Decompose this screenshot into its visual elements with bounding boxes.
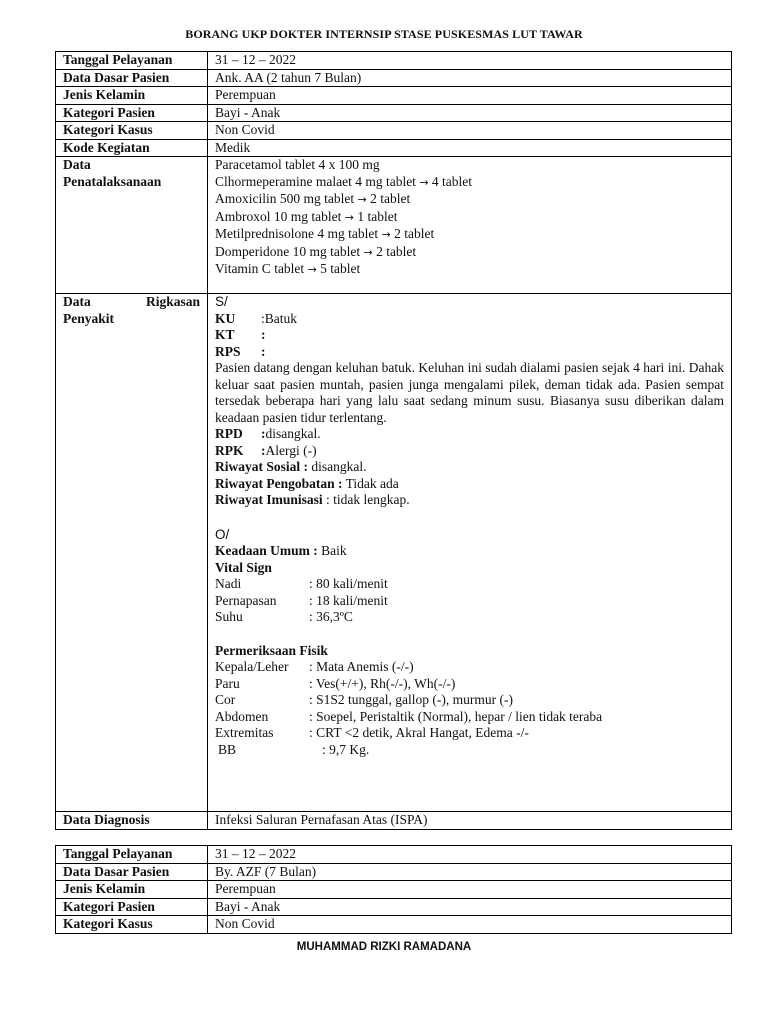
- label-tanggal: Tanggal Pelayanan: [56, 846, 208, 864]
- value-data-dasar: Ank. AA (2 tahun 7 Bulan): [208, 69, 732, 87]
- row-jenis-kelamin: [56, 87, 732, 105]
- label-word: Rigkasan: [145, 294, 200, 309]
- pemeriksaan-value: : Soepel, Peristaltik (Normal), hepar / lien tidak teraba: [309, 708, 603, 724]
- row-diagnosis: [56, 812, 732, 830]
- label-diagnosis: Data Diagnosis: [56, 812, 208, 830]
- riwayat-imunisasi-value: : tidak lengkap.: [322, 492, 410, 507]
- value-jenis-kelamin: Perempuan: [208, 87, 732, 105]
- medication-qty: 1 tablet: [353, 208, 398, 224]
- rpk-sep: :: [261, 442, 266, 458]
- pemeriksaan-value: : Ves(+/+), Rh(-/-), Wh(-/-): [309, 675, 456, 691]
- medication-name: Domperidone 10 mg tablet: [215, 243, 364, 259]
- medication-qty: 2 tablet: [366, 191, 411, 206]
- kt-sep: :: [261, 327, 266, 342]
- value-jenis-kelamin: Perempuan: [208, 881, 732, 899]
- label-jenis-kelamin: Jenis Kelamin: [56, 881, 208, 899]
- arrow-right-icon: →: [357, 193, 367, 206]
- riwayat-sosial-value: disangkal.: [308, 459, 367, 474]
- pemeriksaan-value: : CRT <2 detik, Akral Hangat, Edema -/-: [309, 725, 529, 740]
- medication-qty: 5 tablet: [316, 261, 361, 276]
- row-kategori-kasus: [56, 916, 732, 934]
- vital-sign-row: [215, 576, 724, 593]
- row-kategori-pasien: [56, 898, 732, 916]
- vital-sign-key: Nadi: [215, 576, 242, 591]
- riwayat-sosial-line: [215, 459, 724, 476]
- pemeriksaan-row: [215, 725, 724, 742]
- value-tanggal: 31 – 12 – 2022: [208, 52, 732, 70]
- row-penatalaksanaan: [56, 157, 732, 294]
- row-ringkasan: [56, 294, 732, 812]
- label-data-dasar: Data Dasar Pasien: [56, 863, 208, 881]
- kt-line: [215, 327, 724, 344]
- medication-name: Ambroxol 10 mg tablet: [215, 208, 345, 224]
- document-title: BORANG UKP DOKTER INTERNSIP STASE PUSKESMAS LUT TAWAR: [185, 27, 583, 41]
- spacer: [215, 509, 724, 527]
- vital-sign-row: [215, 593, 724, 610]
- label-penatalaksanaan: [56, 157, 208, 294]
- ku-line: [215, 311, 724, 328]
- row-kategori-kasus: [56, 122, 732, 140]
- pemeriksaan-row: [215, 692, 724, 709]
- pemeriksaan-row: [215, 676, 724, 693]
- value-penatalaksanaan: [208, 157, 732, 294]
- medication-name: Clhormeperamine malaet 4 mg tablet: [215, 173, 420, 189]
- rpk-line: [215, 443, 724, 460]
- value-kode-kegiatan: Medik: [208, 139, 732, 157]
- pemeriksaan-value: : Mata Anemis (-/-): [309, 659, 414, 674]
- row-jenis-kelamin: [56, 881, 732, 899]
- medication-item: [215, 157, 724, 174]
- value-kategori-kasus: Non Covid: [208, 122, 732, 140]
- ku-sep: :: [261, 310, 265, 326]
- arrow-right-icon: →: [419, 175, 429, 189]
- medication-name: Metilprednisolone 4 mg tablet: [215, 226, 382, 241]
- rpd-value: disangkal.: [265, 426, 321, 441]
- vital-sign-row: [215, 609, 724, 626]
- label-penatalaksanaan-line1: Data: [63, 157, 91, 172]
- medication-name: Amoxicilin 500 mg tablet: [215, 191, 358, 206]
- author-footer: MUHAMMAD RIZKI RAMADANA: [296, 941, 472, 953]
- bb-key: BB: [218, 741, 237, 757]
- row-tanggal: [56, 52, 732, 70]
- row-kode-kegiatan: [56, 139, 732, 157]
- bb-row: [215, 742, 724, 759]
- pemeriksaan-key: Paru: [215, 675, 240, 691]
- vital-sign-key: Suhu: [215, 609, 243, 624]
- keadaan-umum-value: Baik: [317, 543, 347, 558]
- medication-qty: 2 tablet: [372, 243, 417, 259]
- rps-key: RPS: [215, 343, 241, 359]
- riwayat-pengobatan-line: [215, 476, 724, 493]
- pemeriksaan-row: [215, 709, 724, 726]
- medication-item: [215, 244, 724, 262]
- value-kategori-pasien: Bayi - Anak: [208, 898, 732, 916]
- spacer: [215, 626, 724, 643]
- ku-key: KU: [215, 310, 236, 326]
- record-table-1: [55, 51, 732, 830]
- row-data-dasar: [56, 863, 732, 881]
- label-tanggal: Tanggal Pelayanan: [56, 52, 208, 70]
- label-ringkasan-line2: Penyakit: [63, 310, 115, 326]
- pemeriksaan-key: Cor: [215, 692, 236, 707]
- medication-name: Paracetamol tablet 4 x 100 mg: [215, 157, 380, 172]
- row-kategori-pasien: [56, 104, 732, 122]
- ku-value: Batuk: [264, 310, 298, 326]
- vital-sign-value: : 18 kali/menit: [309, 592, 388, 608]
- vital-sign-key: Pernapasan: [215, 592, 277, 608]
- keadaan-umum-key: Keadaan Umum :: [215, 543, 318, 558]
- row-data-dasar: [56, 69, 732, 87]
- riwayat-imunisasi-key: Riwayat Imunisasi: [215, 492, 323, 507]
- pemeriksaan-key: Extremitas: [215, 725, 274, 740]
- vital-sign-value: : 36,3ºC: [309, 609, 353, 624]
- value-kategori-pasien: Bayi - Anak: [208, 104, 732, 122]
- medication-item: [215, 174, 724, 192]
- rps-line: [215, 344, 724, 361]
- medication-qty: 2 tablet: [390, 226, 435, 241]
- rps-narrative: Pasien datang dengan keluhan batuk. Keluhan ini sudah dialami pasien sejak 4 hari ini. Dahak keluar saat pasien muntah, pasien junga mengalami pilek, deman tidak ada. Pasien sempat tersedak beberapa hari yang lalu saat sedang minum susu. Biasanya susu diberikan dalam keadaan pasien tidur terlentang.: [215, 360, 724, 425]
- arrow-right-icon: →: [344, 210, 354, 224]
- value-diagnosis: Infeksi Saluran Pernafasan Atas (ISPA): [208, 812, 732, 830]
- subjective-heading: S/: [215, 294, 228, 309]
- riwayat-pengobatan-key: Riwayat Pengobatan :: [215, 475, 343, 491]
- value-tanggal: 31 – 12 – 2022: [208, 846, 732, 864]
- arrow-right-icon: →: [381, 228, 391, 241]
- label-penatalaksanaan-line2: Penatalaksanaan: [63, 173, 162, 189]
- arrow-right-icon: →: [307, 263, 317, 276]
- row-tanggal: [56, 846, 732, 864]
- record-table-2: [55, 845, 732, 934]
- kt-key: KT: [215, 327, 235, 342]
- riwayat-imunisasi-line: [215, 492, 724, 509]
- rps-sep: :: [261, 343, 266, 359]
- medication-name: Vitamin C tablet: [215, 261, 308, 276]
- medication-qty: 4 tablet: [428, 173, 473, 189]
- pemeriksaan-value: : S1S2 tunggal, gallop (-), murmur (-): [309, 692, 513, 707]
- medication-item: [215, 209, 724, 227]
- label-word: Data: [63, 294, 91, 309]
- medication-list: [215, 157, 724, 279]
- label-kategori-kasus: Kategori Kasus: [56, 122, 208, 140]
- bb-value: : 9,7 Kg.: [322, 741, 370, 757]
- pemeriksaan-row: [215, 659, 724, 676]
- label-data-dasar: Data Dasar Pasien: [56, 69, 208, 87]
- rpd-key: RPD: [215, 426, 243, 441]
- rpk-key: RPK: [215, 442, 244, 458]
- medication-item: [215, 261, 724, 279]
- keadaan-umum-line: [215, 543, 724, 560]
- label-kategori-pasien: Kategori Pasien: [56, 898, 208, 916]
- objective-heading: O/: [215, 526, 230, 542]
- vital-sign-value: : 80 kali/menit: [309, 576, 388, 591]
- vital-sign-heading: Vital Sign: [215, 559, 272, 575]
- rpk-value: Alergi (-): [265, 442, 317, 458]
- label-jenis-kelamin: Jenis Kelamin: [56, 87, 208, 105]
- value-data-dasar: By. AZF (7 Bulan): [208, 863, 732, 881]
- label-kode-kegiatan: Kode Kegiatan: [56, 139, 208, 157]
- pemeriksaan-key: Kepala/Leher: [215, 659, 289, 674]
- label-ringkasan: [56, 294, 208, 812]
- pemeriksaan-key: Abdomen: [215, 708, 269, 724]
- medication-item: [215, 226, 724, 244]
- label-kategori-kasus: Kategori Kasus: [56, 916, 208, 934]
- pemeriksaan-fisik-heading: Permeriksaan Fisik: [215, 642, 328, 658]
- riwayat-sosial-key: Riwayat Sosial :: [215, 459, 309, 474]
- medication-item: [215, 191, 724, 209]
- label-kategori-pasien: Kategori Pasien: [56, 104, 208, 122]
- riwayat-pengobatan-value: Tidak ada: [342, 475, 399, 491]
- rpd-line: [215, 426, 724, 443]
- rpd-sep: :: [261, 426, 266, 441]
- arrow-right-icon: →: [363, 245, 373, 259]
- label-ringkasan-line1: [63, 294, 200, 311]
- value-ringkasan: [208, 294, 732, 812]
- value-kategori-kasus: Non Covid: [208, 916, 732, 934]
